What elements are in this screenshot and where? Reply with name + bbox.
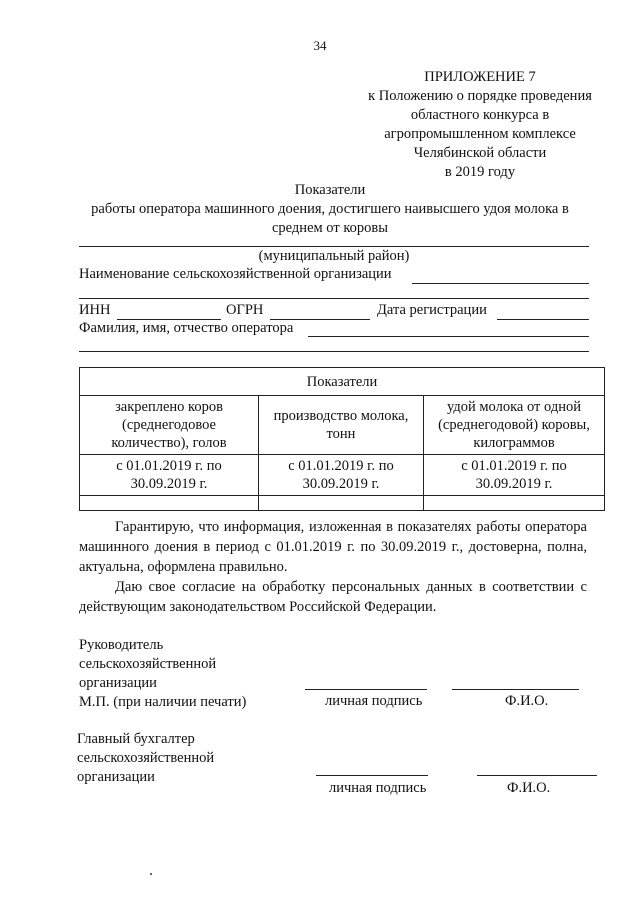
indicators-table (79, 367, 605, 511)
table-header: Показатели (80, 368, 605, 396)
signatory-line: сельскохозяйственной (77, 750, 215, 766)
appendix-line: областного конкурса в (410, 107, 550, 123)
head-signature-caption: личная подпись (325, 693, 423, 709)
head-name-caption: Ф.И.О. (505, 693, 549, 709)
value-cell-milk-production[interactable] (259, 496, 424, 511)
consent-text: Даю свое согласие на обработку персональных данных в соответствии с действующим законодательством Российской Федерации. (79, 579, 587, 615)
table-header-row (80, 368, 605, 396)
head-signature-field[interactable] (305, 689, 427, 690)
municipal-caption: (муниципальный район) (258, 248, 410, 264)
table-value-row (80, 496, 605, 511)
consent-statement (79, 577, 587, 617)
title-line: Показатели (294, 182, 366, 198)
inn-label: ИНН (79, 302, 111, 318)
signatory-line: организации (79, 675, 157, 691)
signatory-line: организации (77, 769, 155, 785)
appendix-line: Челябинской области (413, 145, 547, 161)
table-period-row (80, 455, 605, 496)
title-line: среднем от коровы (272, 220, 388, 236)
head-signatory-label (79, 636, 246, 712)
value-cell-cows[interactable] (80, 496, 259, 511)
signatory-line: сельскохозяйственной (79, 656, 217, 672)
operator-label: Фамилия, имя, отчество оператора (79, 320, 294, 336)
operator-name-field[interactable] (308, 336, 589, 337)
organization-label: Наименование сельскохозяйственной организации (79, 266, 392, 282)
signatory-line: Главный бухгалтер (77, 731, 195, 747)
registration-date-label: Дата регистрации (377, 302, 487, 318)
appendix-header (330, 68, 630, 182)
accountant-name-caption: Ф.И.О. (507, 780, 551, 796)
organization-field[interactable] (412, 283, 589, 284)
registration-date-field[interactable] (497, 319, 589, 320)
column-milk-production: производство молока, тонн (259, 396, 424, 455)
guarantee-statement (79, 517, 587, 577)
period-cell: с 01.01.2019 г. по 30.09.2019 г. (259, 455, 424, 496)
seal-note: М.П. (при наличии печати) (79, 694, 247, 710)
appendix-line: агропромышленном комплексе (384, 126, 576, 142)
page-number: 34 (313, 38, 327, 53)
value-cell-milk-yield[interactable] (424, 496, 605, 511)
signatory-line: Руководитель (79, 637, 164, 653)
appendix-line: к Положению о порядке проведения (368, 88, 592, 104)
appendix-title: ПРИЛОЖЕНИЕ 7 (424, 69, 536, 85)
column-milk-yield: удой молока от одной (среднегодовой) коровы, килограммов (424, 396, 605, 455)
accountant-signatory-label (77, 730, 214, 787)
period-cell: с 01.01.2019 г. по 30.09.2019 г. (80, 455, 259, 496)
accountant-signature-caption: личная подпись (329, 780, 427, 796)
document-title (60, 181, 600, 238)
guarantee-text: Гарантирую, что информация, изложенная в показателях работы оператора машинного доения в период с 01.01.2019 г. по 30.09.2019 г., достоверна, полна, актуальна, оформлена правильно. (79, 519, 587, 575)
operator-name-field-continued[interactable] (79, 351, 589, 352)
table-columns-row (80, 396, 605, 455)
organization-field-continued[interactable] (79, 298, 589, 299)
head-name-field[interactable] (452, 689, 579, 690)
municipal-district-field[interactable] (79, 246, 589, 247)
scan-speck (150, 873, 152, 875)
accountant-name-field[interactable] (477, 775, 597, 776)
column-cows: закреплено коров (среднегодовое количество), голов (80, 396, 259, 455)
period-cell: с 01.01.2019 г. по 30.09.2019 г. (424, 455, 605, 496)
accountant-signature-field[interactable] (316, 775, 428, 776)
ogrn-label: ОГРН (226, 302, 264, 318)
appendix-line: в 2019 году (444, 164, 516, 180)
title-line: работы оператора машинного доения, достигшего наивысшего удоя молока в (91, 201, 569, 217)
